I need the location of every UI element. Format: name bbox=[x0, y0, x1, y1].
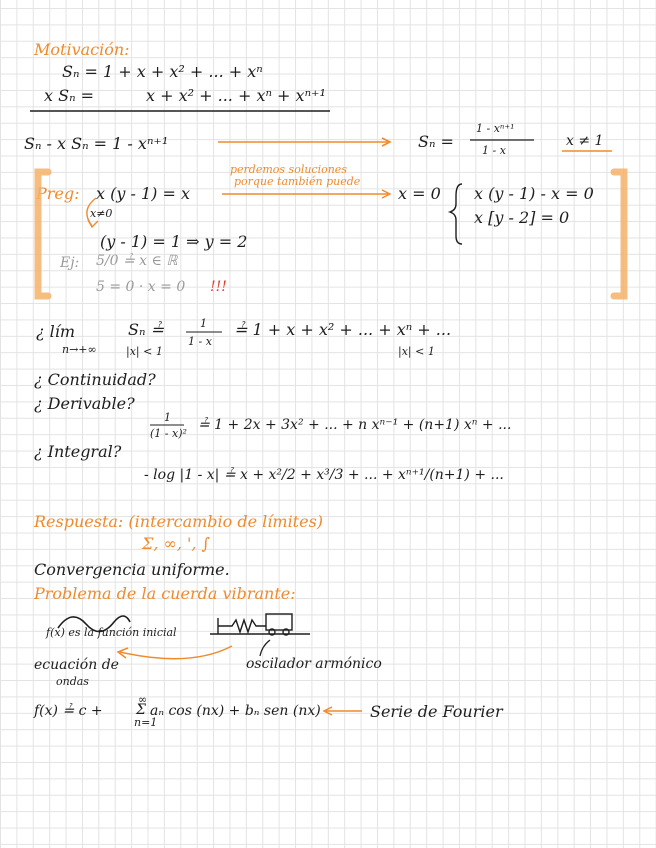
ej-exclamation: !!! bbox=[210, 279, 227, 295]
integral-question: ¿ Integral? bbox=[34, 442, 122, 461]
wave-oscillator-arrow bbox=[120, 646, 232, 659]
lim-label: ¿ lím bbox=[36, 322, 76, 341]
ecuacion-label: ecuación de bbox=[34, 657, 119, 673]
fourier-rhs: aₙ cos (nx) + bₙ sen (nx) bbox=[150, 703, 321, 719]
lim-expr-b: ≟ 1 + x + x² + ... + xⁿ + ... bbox=[234, 320, 452, 339]
system-eq-1: x (y - 1) - x = 0 bbox=[474, 184, 594, 203]
annotation-line-1: perdemos soluciones bbox=[230, 163, 347, 176]
preg-equation: x (y - 1) = x bbox=[96, 184, 190, 203]
fourier-sigma: Σ bbox=[136, 702, 146, 718]
solution-step: (y - 1) = 1 ⇒ y = 2 bbox=[100, 232, 248, 251]
sum-line-2-left: x Sₙ = bbox=[44, 86, 95, 105]
motivacion-heading: Motivación: bbox=[34, 40, 130, 59]
lim-subscript: n→+∞ bbox=[62, 343, 97, 356]
ej-label: Ej: bbox=[60, 255, 80, 271]
integral-expression: - log |1 - x| ≟ x + x²/2 + x³/3 + ... + xⁿ⁺¹/(n+1) + ... bbox=[144, 467, 504, 483]
continuidad-question: ¿ Continuidad? bbox=[34, 370, 156, 389]
oscillator-sketch bbox=[210, 614, 310, 635]
oscilador-label: oscilador armónico bbox=[246, 656, 382, 672]
ondas-label: ondas bbox=[56, 675, 89, 688]
lim-condition-1: |x| < 1 bbox=[126, 345, 163, 358]
respuesta-symbols: Σ, ∞, ', ∫ bbox=[142, 534, 210, 553]
preg-label: Preg: bbox=[36, 184, 80, 203]
deriv-expression: ≟ 1 + 2x + 3x² + ... + n xⁿ⁻¹ + (n+1) xⁿ + ... bbox=[198, 417, 512, 433]
respuesta-heading: Respuesta: (intercambio de límites) bbox=[34, 512, 324, 531]
deriv-denominator: (1 - x)² bbox=[150, 427, 187, 440]
convergencia-text: Convergencia uniforme. bbox=[34, 560, 230, 579]
result-lhs: Sₙ = bbox=[418, 132, 454, 151]
x-neq-0: x≠0 bbox=[90, 207, 113, 220]
sum-line-2-right: x + x² + ... + xⁿ + xⁿ⁺¹ bbox=[146, 86, 326, 105]
wave-sketch bbox=[58, 616, 130, 632]
system-eq-2: x [y - 2] = 0 bbox=[474, 208, 570, 227]
lim-condition-2: |x| < 1 bbox=[398, 345, 435, 358]
x-eq-0: x = 0 bbox=[398, 184, 441, 203]
condition-x-neq-1: x ≠ 1 bbox=[566, 133, 604, 149]
lim-denominator: 1 - x bbox=[188, 335, 212, 348]
result-numerator: 1 - xⁿ⁺¹ bbox=[476, 122, 515, 135]
left-bracket bbox=[38, 172, 48, 296]
deriv-numerator: 1 bbox=[164, 411, 171, 424]
sum-line-1: Sₙ = 1 + x + x² + ... + xⁿ bbox=[62, 62, 263, 81]
ej-second-line: 5 = 0 · x = 0 bbox=[96, 279, 186, 295]
cuerda-heading: Problema de la cuerda vibrante: bbox=[34, 584, 296, 603]
fourier-lhs: f(x) ≟ c + bbox=[34, 703, 103, 719]
fx-label: f(x) es la función inicial bbox=[46, 626, 177, 639]
system-brace bbox=[450, 184, 462, 244]
difference-equation: Sₙ - x Sₙ = 1 - xⁿ⁺¹ bbox=[24, 134, 169, 153]
fourier-sum-upper: ∞ bbox=[138, 693, 148, 706]
fourier-sum-lower: n=1 bbox=[134, 716, 158, 729]
lim-expr-a: Sₙ ≟ bbox=[128, 320, 164, 339]
right-bracket bbox=[614, 172, 624, 296]
ej-expression: 5/0 ≟ x ∈ ℝ bbox=[96, 253, 178, 269]
lim-numerator: 1 bbox=[200, 317, 207, 330]
serie-de-fourier: Serie de Fourier bbox=[370, 702, 503, 721]
annotation-line-2: porque también puede bbox=[234, 175, 361, 188]
result-denominator: 1 - x bbox=[482, 144, 506, 157]
derivable-question: ¿ Derivable? bbox=[34, 394, 135, 413]
